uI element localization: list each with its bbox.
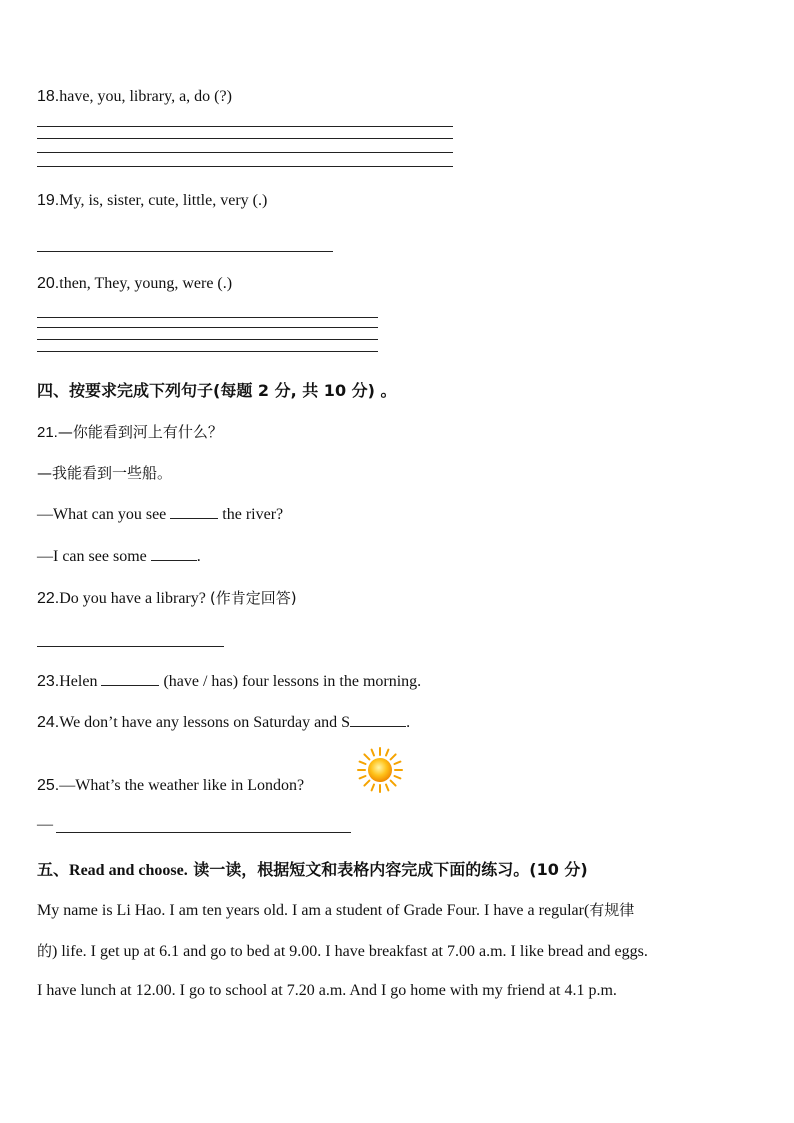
answer-line[interactable] (37, 317, 378, 318)
text-suffix: . (196, 548, 201, 565)
question-text: Do you have a library? (59, 590, 210, 607)
question-21-en-question (37, 504, 283, 524)
question-22 (37, 587, 297, 608)
answer-line[interactable] (37, 351, 378, 352)
text-suffix: (have / has) four lessons in the morning. (159, 673, 422, 690)
question-note: (作肯定回答) (209, 589, 297, 607)
section-5-title (37, 857, 588, 880)
passage-text-cn: 有规律 (589, 901, 635, 919)
text-prefix: —What can you see (37, 506, 171, 523)
text-prefix: —I can see some (37, 548, 151, 565)
question-20 (37, 275, 232, 293)
text-prefix: We don’t have any lessons on Saturday and S (59, 714, 351, 731)
answer-line[interactable] (37, 126, 453, 127)
answer-line[interactable] (37, 646, 224, 647)
section-number: 五、 (37, 860, 70, 879)
section-title-en: Read and choose. (69, 862, 188, 879)
answer-line[interactable] (56, 832, 351, 833)
fill-blank[interactable] (170, 504, 218, 519)
question-25-answer-dash: — (37, 816, 53, 833)
sun-icon (356, 746, 404, 794)
answer-line[interactable] (37, 251, 333, 252)
question-19 (37, 192, 267, 210)
question-24 (37, 712, 410, 732)
question-number: 20. (37, 275, 60, 292)
question-18 (37, 88, 232, 106)
passage-line-3: I have lunch at 12.00. I go to school at 7.20 a.m. And I go home with my friend at 4.1 p.m. (37, 982, 617, 999)
text-suffix: the river? (218, 506, 284, 523)
passage-line-1 (37, 899, 634, 920)
question-number: 25. (37, 777, 60, 794)
question-number: 24. (37, 714, 60, 731)
passage-text: My name is Li Hao. I am ten years old. I am a student of Grade Four. I have a regular( (37, 902, 590, 919)
answer-line[interactable] (37, 166, 453, 167)
question-text: then, They, young, were (.) (59, 275, 233, 292)
section-title-cn: 读一读，根据短文和表格内容完成下面的练习。(10 分) (187, 860, 588, 879)
answer-line[interactable] (37, 152, 453, 153)
fill-blank[interactable] (151, 546, 197, 561)
section-4-title: 四、按要求完成下列句子(每题 2 分, 共 10 分) 。 (37, 381, 397, 400)
question-number: 19. (37, 192, 60, 209)
question-25 (37, 777, 304, 795)
question-21 (37, 421, 223, 442)
question-number: 21. (37, 424, 58, 441)
passage-text-cn: 的 (37, 942, 53, 960)
question-cn-question: —你能看到河上有什么？ (57, 423, 223, 441)
question-21-cn-answer: —我能看到一些船。 (37, 464, 173, 482)
question-text: —What’s the weather like in London? (59, 777, 305, 794)
question-text: have, you, library, a, do (?) (59, 88, 232, 105)
fill-blank[interactable] (350, 712, 406, 727)
question-number: 23. (37, 673, 60, 690)
question-23 (37, 671, 421, 691)
passage-line-2 (37, 940, 648, 961)
answer-line[interactable] (37, 327, 378, 328)
fill-blank[interactable] (101, 671, 159, 686)
question-text: My, is, sister, cute, little, very (.) (59, 192, 268, 209)
passage-text: ) life. I get up at 6.1 and go to bed at 9.00. I have breakfast at 7.00 a.m. I like bread and eggs. (52, 943, 648, 960)
answer-line[interactable] (37, 138, 453, 139)
text-suffix: . (406, 714, 411, 731)
text-prefix: Helen (59, 673, 102, 690)
question-number: 18. (37, 88, 60, 105)
question-number: 22. (37, 590, 60, 607)
answer-line[interactable] (37, 339, 378, 340)
question-21-en-answer (37, 546, 201, 566)
